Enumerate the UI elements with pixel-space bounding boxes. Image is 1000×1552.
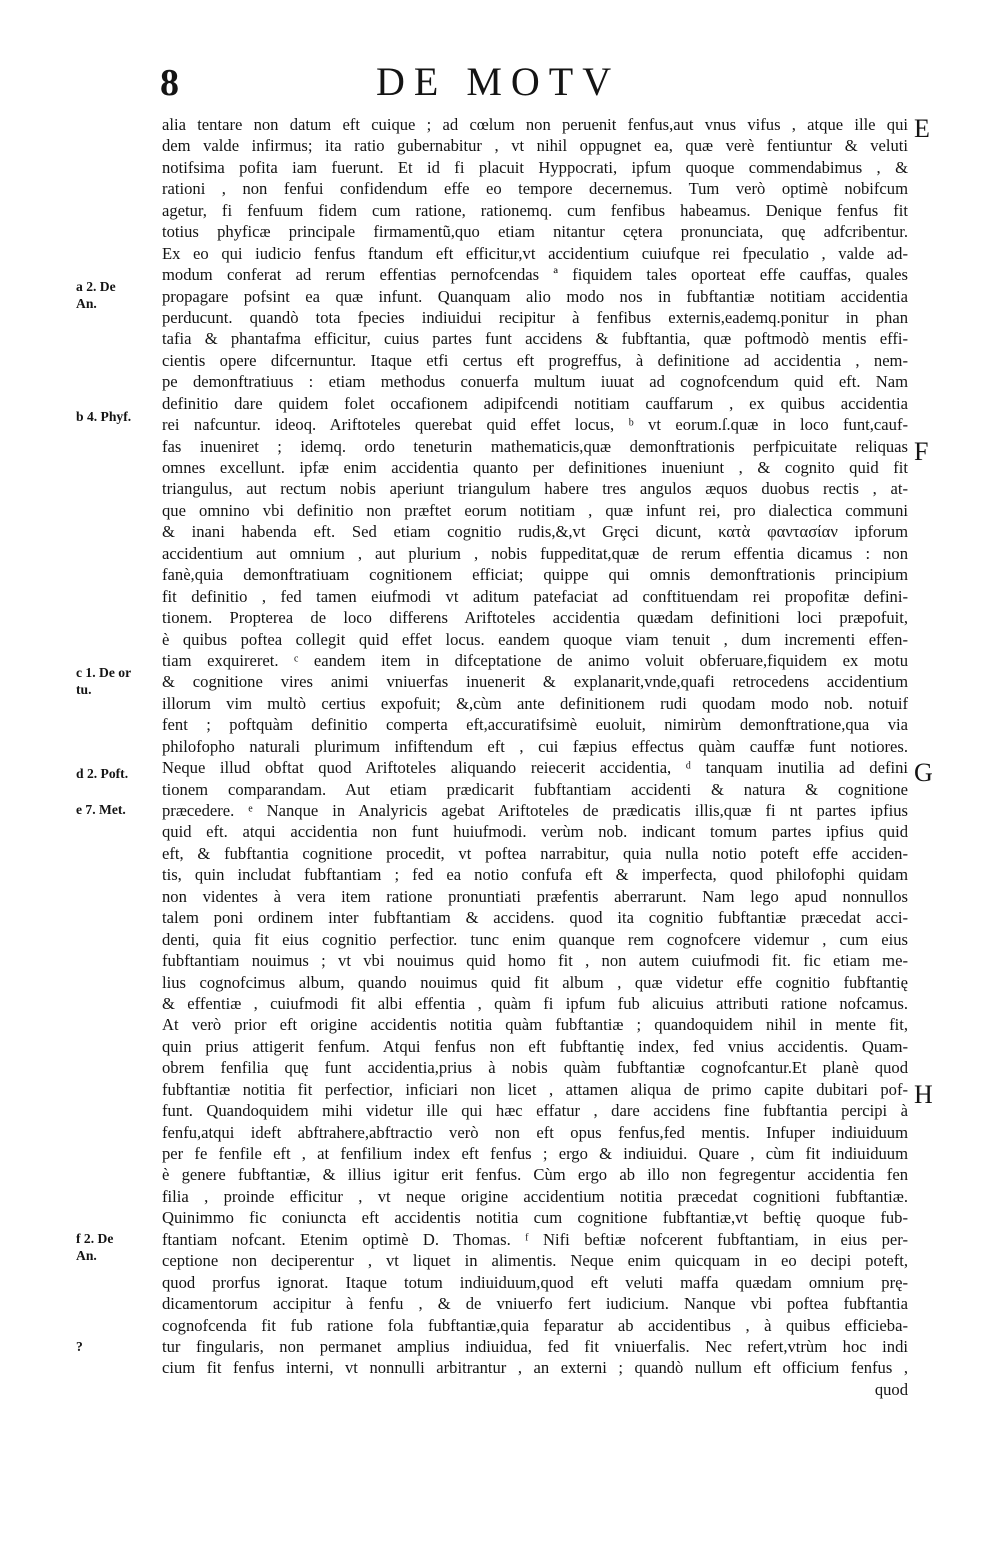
text-line: rei nafcuntur. ideoq. Ariftoteles querebat quid effet locus, ᵇ vt eorum.ſ.quæ in loco funt,cauf- xyxy=(162,415,908,435)
text-line: pe demonftratiuus : etiam methodus conuerfa multum iuuat ad cognofcendum quid eft. Nam xyxy=(162,372,908,392)
text-line: cium fit fenfus interni, vt nonnulli arbitrantur , an externi ; quandò nullum eft officium fenfus , xyxy=(162,1358,908,1378)
marginal-note-line: An. xyxy=(76,1248,97,1263)
text-line: tafia & phantafma efficitur, cuius partes funt accidens & fubftantia, quæ poftmodò mentis effi- xyxy=(162,329,908,349)
text-line: denti, quia fit eius cognitio perfectior. tunc enim quanque rem cognofcere videmur , cum eius xyxy=(162,929,908,949)
text-line: notifsima pofita iam fuerunt. Et id fi placuit Hyppocrati, ipfum quoque commendabimus , & xyxy=(162,157,908,177)
text-line: ftantiam nofcant. Etenim optimè D. Thomas. ᶠ Nifi beftiæ nofcerent fubftantiam, in eius per- xyxy=(162,1229,908,1249)
section-letter-f: F xyxy=(914,437,929,466)
text-line: fas inueniret ; idemq. ordo teneturin mathematicis,quæ demonftrationis perfpicuitate reliquas xyxy=(162,436,908,456)
text-line: cientis opere difcernuntur. Itaque etfi certus eft progreffus, à definitione ad accidentia , nem- xyxy=(162,350,908,370)
text-line: eft, & fubftantia cognitione procedit, vt poftea narrabitur, quia nulla notio poteft effe acciden- xyxy=(162,843,908,863)
section-letter-g: G xyxy=(914,758,933,787)
text-line: quod prorfus ignorat. Itaque totum indiuiduum,quod eft veluti maffa quædam omnium prę- xyxy=(162,1272,908,1292)
marginal-note-line: e 7. Met. xyxy=(76,802,126,817)
text-line: dicamentorum accipitur à fenfu , & de vniuerfo fert iudicium. Nanque vbi poftea fubftantia xyxy=(162,1294,908,1314)
text-line: & inani habenda eft. Sed etiam cognitio rudis,&,vt Grȩci dicunt, κατὰ φαντασίαν ipforum xyxy=(162,522,908,542)
text-line: è quibus poftea collegit quid effet locus. eandem quoque viam tenuit , dum incrementi effen- xyxy=(162,629,908,649)
marginal-note-line: d 2. Poft. xyxy=(76,766,129,781)
text-line: & cognitione vires animi vniuerfas inuenerit & explanarit,vnde,quafi retrocedens accidentium xyxy=(162,672,908,692)
text-line: modum conferat ad rerum effentias pernofcendas ª fiquidem tales oporteat effe cauffas, quales xyxy=(162,265,908,285)
text-line: tionem comparandam. Aut etiam prædicarit fubftantiam accidenti & natura & cognitione xyxy=(162,779,908,799)
text-line: triangulus, aut rectum nobis aperiunt triangulum habere tres angulos æquos duobus rectis , at- xyxy=(162,479,908,499)
marginal-note-d xyxy=(76,765,160,782)
text-line: tis, quin includat fubftantiam ; fed ea notio confufa eft & imperfecta, quod philofophi quidam xyxy=(162,865,908,885)
text-line: illorum vim multò certius expofuit; &,cùm ante definitionem rudi quodam modo nob. notuif xyxy=(162,693,908,713)
marginal-note-a xyxy=(76,278,160,312)
text-line: At verò prior eft origine accidentis notitia quàm fubftantiæ ; quandoquidem nihil in mente fit, xyxy=(162,1015,908,1035)
text-line: accidentium aut omnium , aut plurium , nobis fuppeditat,quæ de rerum effentia dicamus : non xyxy=(162,543,908,563)
text-line: tiam exquireret. ᶜ eandem item in difceptatione de animo voluit obferuare,fiquidem ex motu xyxy=(162,650,908,670)
page-number: 8 xyxy=(160,62,179,104)
marginal-note-mark xyxy=(76,1338,160,1355)
text-line: Ex eo qui iudicio fenfus ftandum eft efficitur,vt accidentium cuiufque rei fpeculatio , valde ad- xyxy=(162,243,908,263)
section-letter-h: H xyxy=(914,1080,933,1109)
text-line: fubftantiæ notitia fit perfectior, inficiari non licet , attamen aliqua de primo capite dubitari pof- xyxy=(162,1079,908,1099)
text-line: fit definitio , fed tamen eiufmodi vt aditum patefaciat ad conftituendam rei propofitæ defini- xyxy=(162,586,908,606)
text-line: quid eft. atqui accidentia non funt huiufmodi. verùm nob. indicant tomum partes ipfius quid xyxy=(162,822,908,842)
marginal-note-line: ? xyxy=(76,1339,83,1354)
body-text xyxy=(162,114,908,1400)
text-line: lius cognofcimus album, quando nouimus quid fit album , quæ videtur effe cognitio fubftantię xyxy=(162,972,908,992)
marginal-note-line: f 2. De xyxy=(76,1231,114,1246)
marginal-note-line: c 1. De or xyxy=(76,665,132,680)
text-line: Neque illud obftat quod Ariftoteles aliquando reiecerit accidentia, ᵈ tanquam inutilia ad defini xyxy=(162,758,908,778)
text-line: filia , proinde efficitur , vt neque origine accidentium notitia præcedat cognitioni fubftantiæ. xyxy=(162,1186,908,1206)
marginal-note-f xyxy=(76,1230,160,1264)
text-line: talem poni ordinem inter fubftantiam & accidens. quod ita cognitio fubftantiæ præcedat acci- xyxy=(162,908,908,928)
section-letter-e: E xyxy=(914,114,930,143)
text-line: tionem. Propterea de loco differens Ariftoteles accidentia quædam definitioni loci præpofuit, xyxy=(162,608,908,628)
text-line: que omnino vbi definitio non præftet eorum notitiam , quæ infunt rei, pro dialectica communi xyxy=(162,500,908,520)
text-line: fent ; poftquàm definitio comperta eft,accuratifsimè euoluit, nimirùm demonftratione,qua via xyxy=(162,715,908,735)
text-line: & effentiæ , cuiufmodi fit albi effentia , quàm fi ipfum fub alicuius attributi ratione nofcamus. xyxy=(162,993,908,1013)
text-line: omnes excellunt. ipfæ enim accidentia quanto per definitiones inueniunt , & cognito quid fit xyxy=(162,458,908,477)
text-line: quin prius attigerit fenfum. Atqui fenfus non eft fubftantię index, fed vnius accidentis. Quam- xyxy=(162,1036,908,1056)
text-line: non videntes à vera item ratione pronuntiati præfentis aberrarunt. Nam lego apud nonnullos xyxy=(162,886,908,906)
text-line: fanè,quia demonftratiuam cognitionem efficiat; quippe qui omnis demonftrationis principium xyxy=(162,565,908,585)
marginal-note-line: tu. xyxy=(76,682,92,697)
text-line: definitio dare quidem folet occafionem adipifcendi notitiam cauffarum , ex quibus accidentia xyxy=(162,393,908,413)
marginal-note-c xyxy=(76,664,160,698)
text-line: agetur, fi fenfuum fidem cum ratione, rationemq. cum fenfibus habeamus. Denique fenfus fit xyxy=(162,200,908,220)
running-title: DE MOTV xyxy=(376,59,621,104)
text-line: alia tentare non datum eft cuique ; ad cœlum non peruenit fenfus,aut vnus vifus , atque ille qui xyxy=(162,115,908,134)
marginal-note-line: An. xyxy=(76,296,97,311)
text-line: rationi , non fenfui confidendum effe eo tempore decernemus. Tum verò optimè nobifcum xyxy=(162,179,908,199)
text-line: funt. Quandoquidem mihi videtur ille qui hæc effatur , dare accidens fine fubftantia percipi à xyxy=(162,1101,908,1121)
marginal-note-line: a 2. De xyxy=(76,279,116,294)
text-line: obrem fenfilia quę funt accidentia,prius à nobis quàm fubftantiæ cognofcantur.Et planè quod xyxy=(162,1058,908,1078)
text-line: fubftantiam nouimus ; vt vbi nouimus quid homo fit , non autem cuiufmodi fit. fic etiam me- xyxy=(162,951,908,971)
text-line: propagare pofsint ea quæ infunt. Quanquam alio modo nos in fubftantiæ notitiam accidentia xyxy=(162,286,908,306)
text-line: tur fingularis, non permanet amplius indiuidua, fed fit vniuerfalis. Nec refert,vtrùm hoc indi xyxy=(162,1336,908,1356)
text-line: philofopho naturali plurimum infiftendum eft , cui fæpius effectus quàm cauffæ funt notiores. xyxy=(162,736,908,756)
text-line: præcedere. ᵉ Nanque in Analyricis agebat Ariftoteles de prædicatis illis,quæ fi nt partes ipfius xyxy=(162,801,908,820)
text-line: per fe fenfile eft , at fenfilium index eft fenfus ; ergo & indiuidui. Quare , cùm fit indiuiduum xyxy=(162,1144,908,1163)
text-line: fenfu,atqui ideft abftrahere,abftractio verò non eft opus fenfus,fed mentis. Infuper indiuiduum xyxy=(162,1122,908,1142)
text-line: totius phyficæ principale firmamentũ,quo etiam nitantur cętera pronunciata, quę adfcribentur. xyxy=(162,222,908,242)
text-line: è genere fubftantiæ, & illius igitur erit fenfus. Cùm ergo ab illo non fegregentur accidentia fen xyxy=(162,1165,908,1185)
text-line: Quinimmo fic coniuncta eft accidentis notitia cum cognitione fubftantiæ,vt beftię quoque fub- xyxy=(162,1208,908,1228)
marginal-note-e xyxy=(76,801,160,818)
catchword: quod xyxy=(874,1379,908,1399)
marginal-note-b xyxy=(76,408,160,425)
text-line: ceptione non deciperentur , vt liquet in alimentis. Neque enim quicquam in eo decipi poteft, xyxy=(162,1251,908,1271)
marginal-note-line: b 4. Phyf. xyxy=(76,409,132,424)
text-line: dem valde infirmus; ita ratio gubernabitur , vt nihil oppugnet ea, quæ verè fentiuntur & veluti xyxy=(162,136,908,156)
text-line: perducunt. quandò tota fpecies indiuidui recipitur à fenfibus externis,eademq.ponitur in phan xyxy=(162,307,908,327)
text-line: cognofcenda fit fub ratione fola fubftantiæ,quia feparatur ab accidentibus , à quibus efficieba- xyxy=(162,1315,908,1335)
